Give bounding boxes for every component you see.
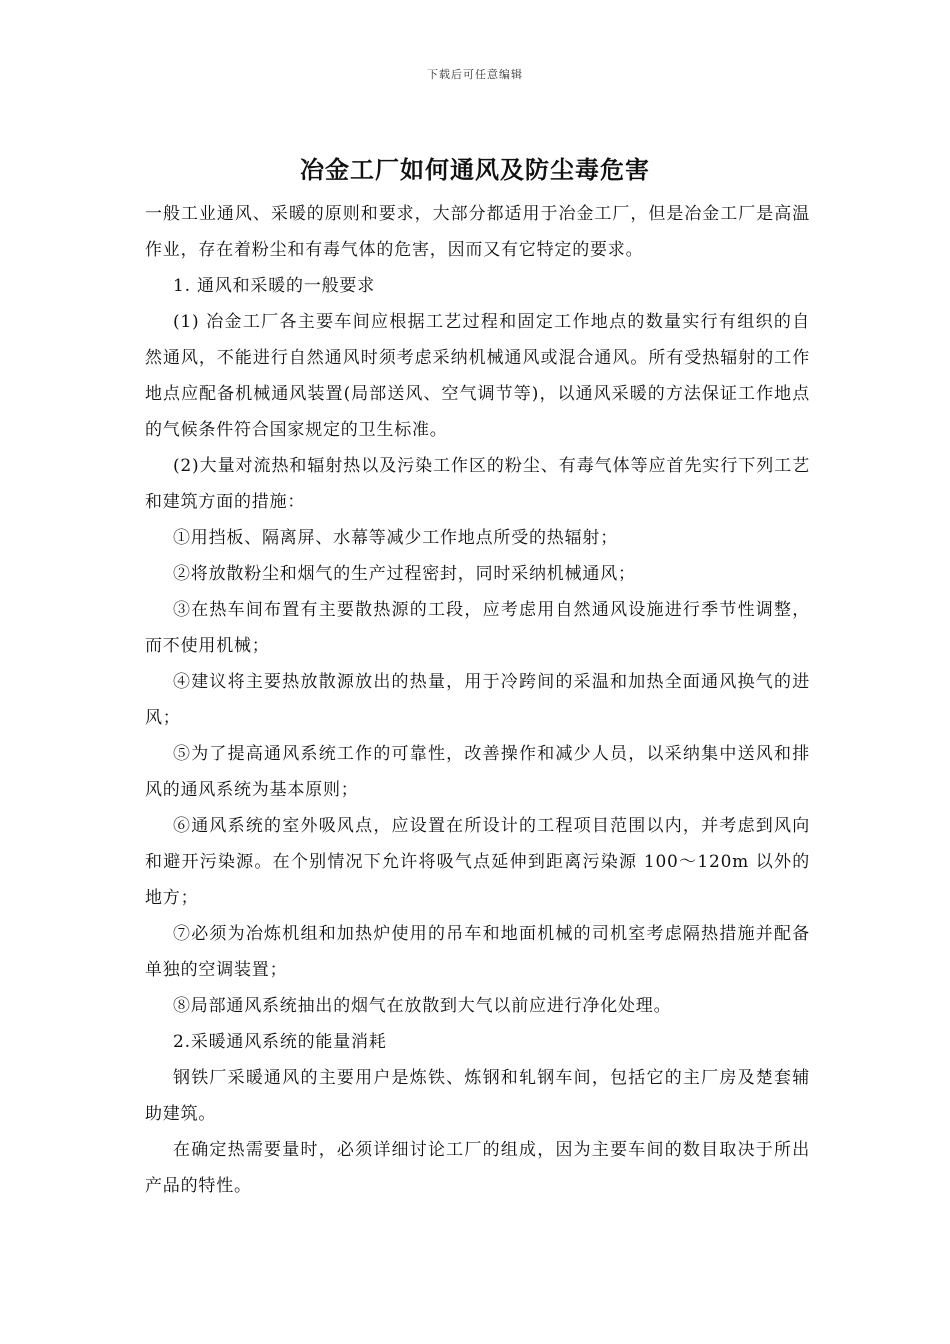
document-body xyxy=(145,196,810,1204)
section-heading: 1. 通风和采暖的一般要求 xyxy=(173,276,376,296)
paragraph: 一般工业通风、采暖的原则和要求，大部分都适用于冶金工厂，但是冶金工厂是高温作业，存在着粉尘和有毒气体的危害，因而又有它特定的要求。 xyxy=(145,204,810,260)
paragraph: 钢铁厂采暖通风的主要用户是炼铁、炼钢和轧钢车间，包括它的主厂房及楚套辅助建筑。 xyxy=(145,1068,810,1124)
list-item: ⑧局部通风系统抽出的烟气在放散到大气以前应进行净化处理。 xyxy=(173,996,672,1016)
list-item: ④建议将主要热放散源放出的热量，用于冷跨间的采温和加热全面通风换气的进风； xyxy=(145,672,810,728)
list-item: ⑦必须为冶炼机组和加热炉使用的吊车和地面机械的司机室考虑隔热措施并配备单独的空调装置； xyxy=(145,924,810,980)
list-item: ③在热车间布置有主要散热源的工段，应考虑用自然通风设施进行季节性调整，而不使用机械； xyxy=(145,600,810,656)
paragraph: (1) 冶金工厂各主要车间应根据工艺过程和固定工作地点的数量实行有组织的自然通风，不能进行自然通风时须考虑采纳机械通风或混合通风。所有受热辐射的工作地点应配备机械通风装置(局部送风、空气调节等)，以通风采暖的方法保证工作地点的气候条件符合国家规定的卫生标准。 xyxy=(145,312,810,440)
page-title: 冶金工厂如何通风及防尘毒危害 xyxy=(300,155,650,184)
list-item: ⑥通风系统的室外吸风点，应设置在所设计的工程项目范围以内，并考虑到风向和避开污染源。在个别情况下允许将吸气点延伸到距离污染源 100～120m 以外的地方； xyxy=(145,816,810,908)
paragraph: 在确定热需要量时，必须详细讨论工厂的组成，因为主要车间的数目取决于所出产品的特性。 xyxy=(145,1140,810,1196)
header-note: 下载后可任意编辑 xyxy=(427,68,523,81)
list-item: ①用挡板、隔离屏、水幕等减少工作地点所受的热辐射； xyxy=(173,528,618,548)
list-item: ⑤为了提高通风系统工作的可靠性，改善操作和减少人员，以采纳集中送风和排风的通风系统为基本原则； xyxy=(145,744,810,800)
section-heading: 2.采暖通风系统的能量消耗 xyxy=(173,1032,387,1052)
list-item: ②将放散粉尘和烟气的生产过程密封，同时采纳机械通风； xyxy=(173,564,636,584)
paragraph: (2)大量对流热和辐射热以及污染工作区的粉尘、有毒气体等应首先实行下列工艺和建筑方面的措施： xyxy=(145,456,810,512)
